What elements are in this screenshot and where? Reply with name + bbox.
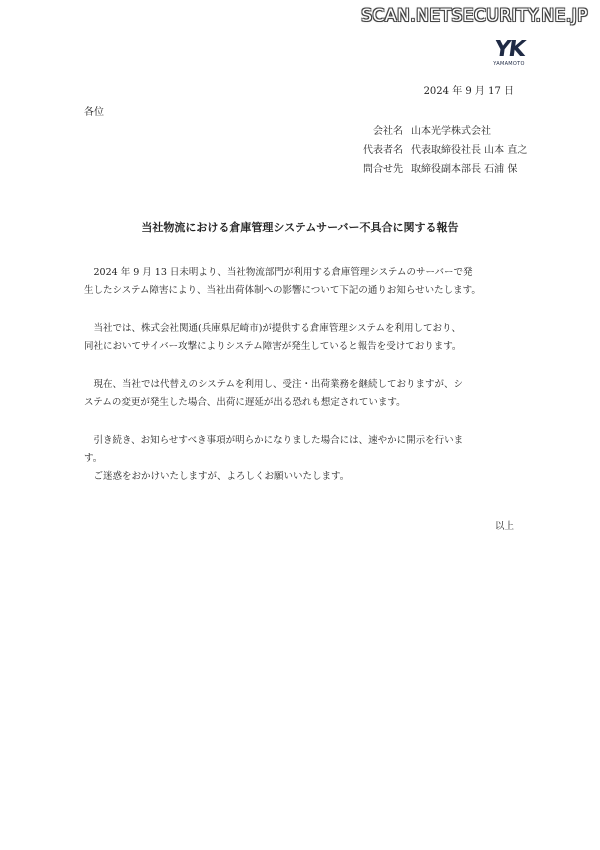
closing-mark: 以上: [494, 521, 514, 532]
sender-key-representative: 代表者名: [363, 145, 403, 156]
paragraph-line: 同社においてサイバー攻撃によりシステム障害が発生していると報告を受けております。: [84, 341, 462, 352]
sender-key-contact: 問合せ先: [363, 164, 403, 175]
logo-mark: YK: [492, 37, 526, 62]
paragraph-status: [84, 376, 524, 412]
sender-row-contact: [339, 160, 527, 179]
sender-block: [339, 122, 527, 179]
sender-value-representative: 代表取締役社長 山本 直之: [411, 145, 528, 156]
paragraph-line: す。: [84, 453, 103, 464]
document-date: 2024 年 9 月 17 日: [423, 86, 514, 97]
site-watermark: SCAN.NETSECURITY.NE.JP: [361, 6, 588, 26]
paragraph-line: 当社では、株式会社関通(兵庫県尼崎市)が提供する倉庫管理システムを利用しており、: [84, 323, 461, 334]
logo-wordmark: YAMAMOTO: [493, 61, 525, 67]
addressee: 各位: [84, 107, 104, 118]
sender-row-representative: [339, 141, 527, 160]
paragraph-incident: [84, 264, 524, 300]
document-title: 当社物流における倉庫管理システムサーバー不具合に関する報告: [141, 221, 459, 234]
document-body: [84, 264, 524, 486]
paragraph-line: 生したシステム障害により、当社出荷体制への影響について下記の通りお知らせいたします。: [84, 285, 481, 296]
sender-key-company: 会社名: [373, 126, 403, 137]
paragraph-line: 引き続き、お知らせすべき事項が明らかになりました場合には、速やかに開示を行いま: [84, 435, 464, 446]
paragraph-line: ステムの変更が発生した場合、出荷に遅延が出る恐れも想定されています。: [84, 397, 406, 408]
paragraph-followup: [84, 432, 524, 486]
company-logo: [486, 37, 532, 67]
sender-row-company: [339, 122, 527, 141]
paragraph-line: 現在、当社では代替えのシステムを利用し、受注・出荷業務を継続しておりますが、シ: [84, 379, 464, 390]
sender-value-company: 山本光学株式会社: [411, 126, 491, 137]
sender-value-contact: 取締役副本部長 石浦 保: [411, 164, 518, 175]
paragraph-line: ご迷惑をおかけいたしますが、よろしくお願いいたします。: [84, 471, 350, 482]
paragraph-line: 2024 年 9 月 13 日未明より、当社物流部門が利用する倉庫管理システムのサーバーで発: [84, 267, 473, 278]
paragraph-vendor: [84, 320, 524, 356]
